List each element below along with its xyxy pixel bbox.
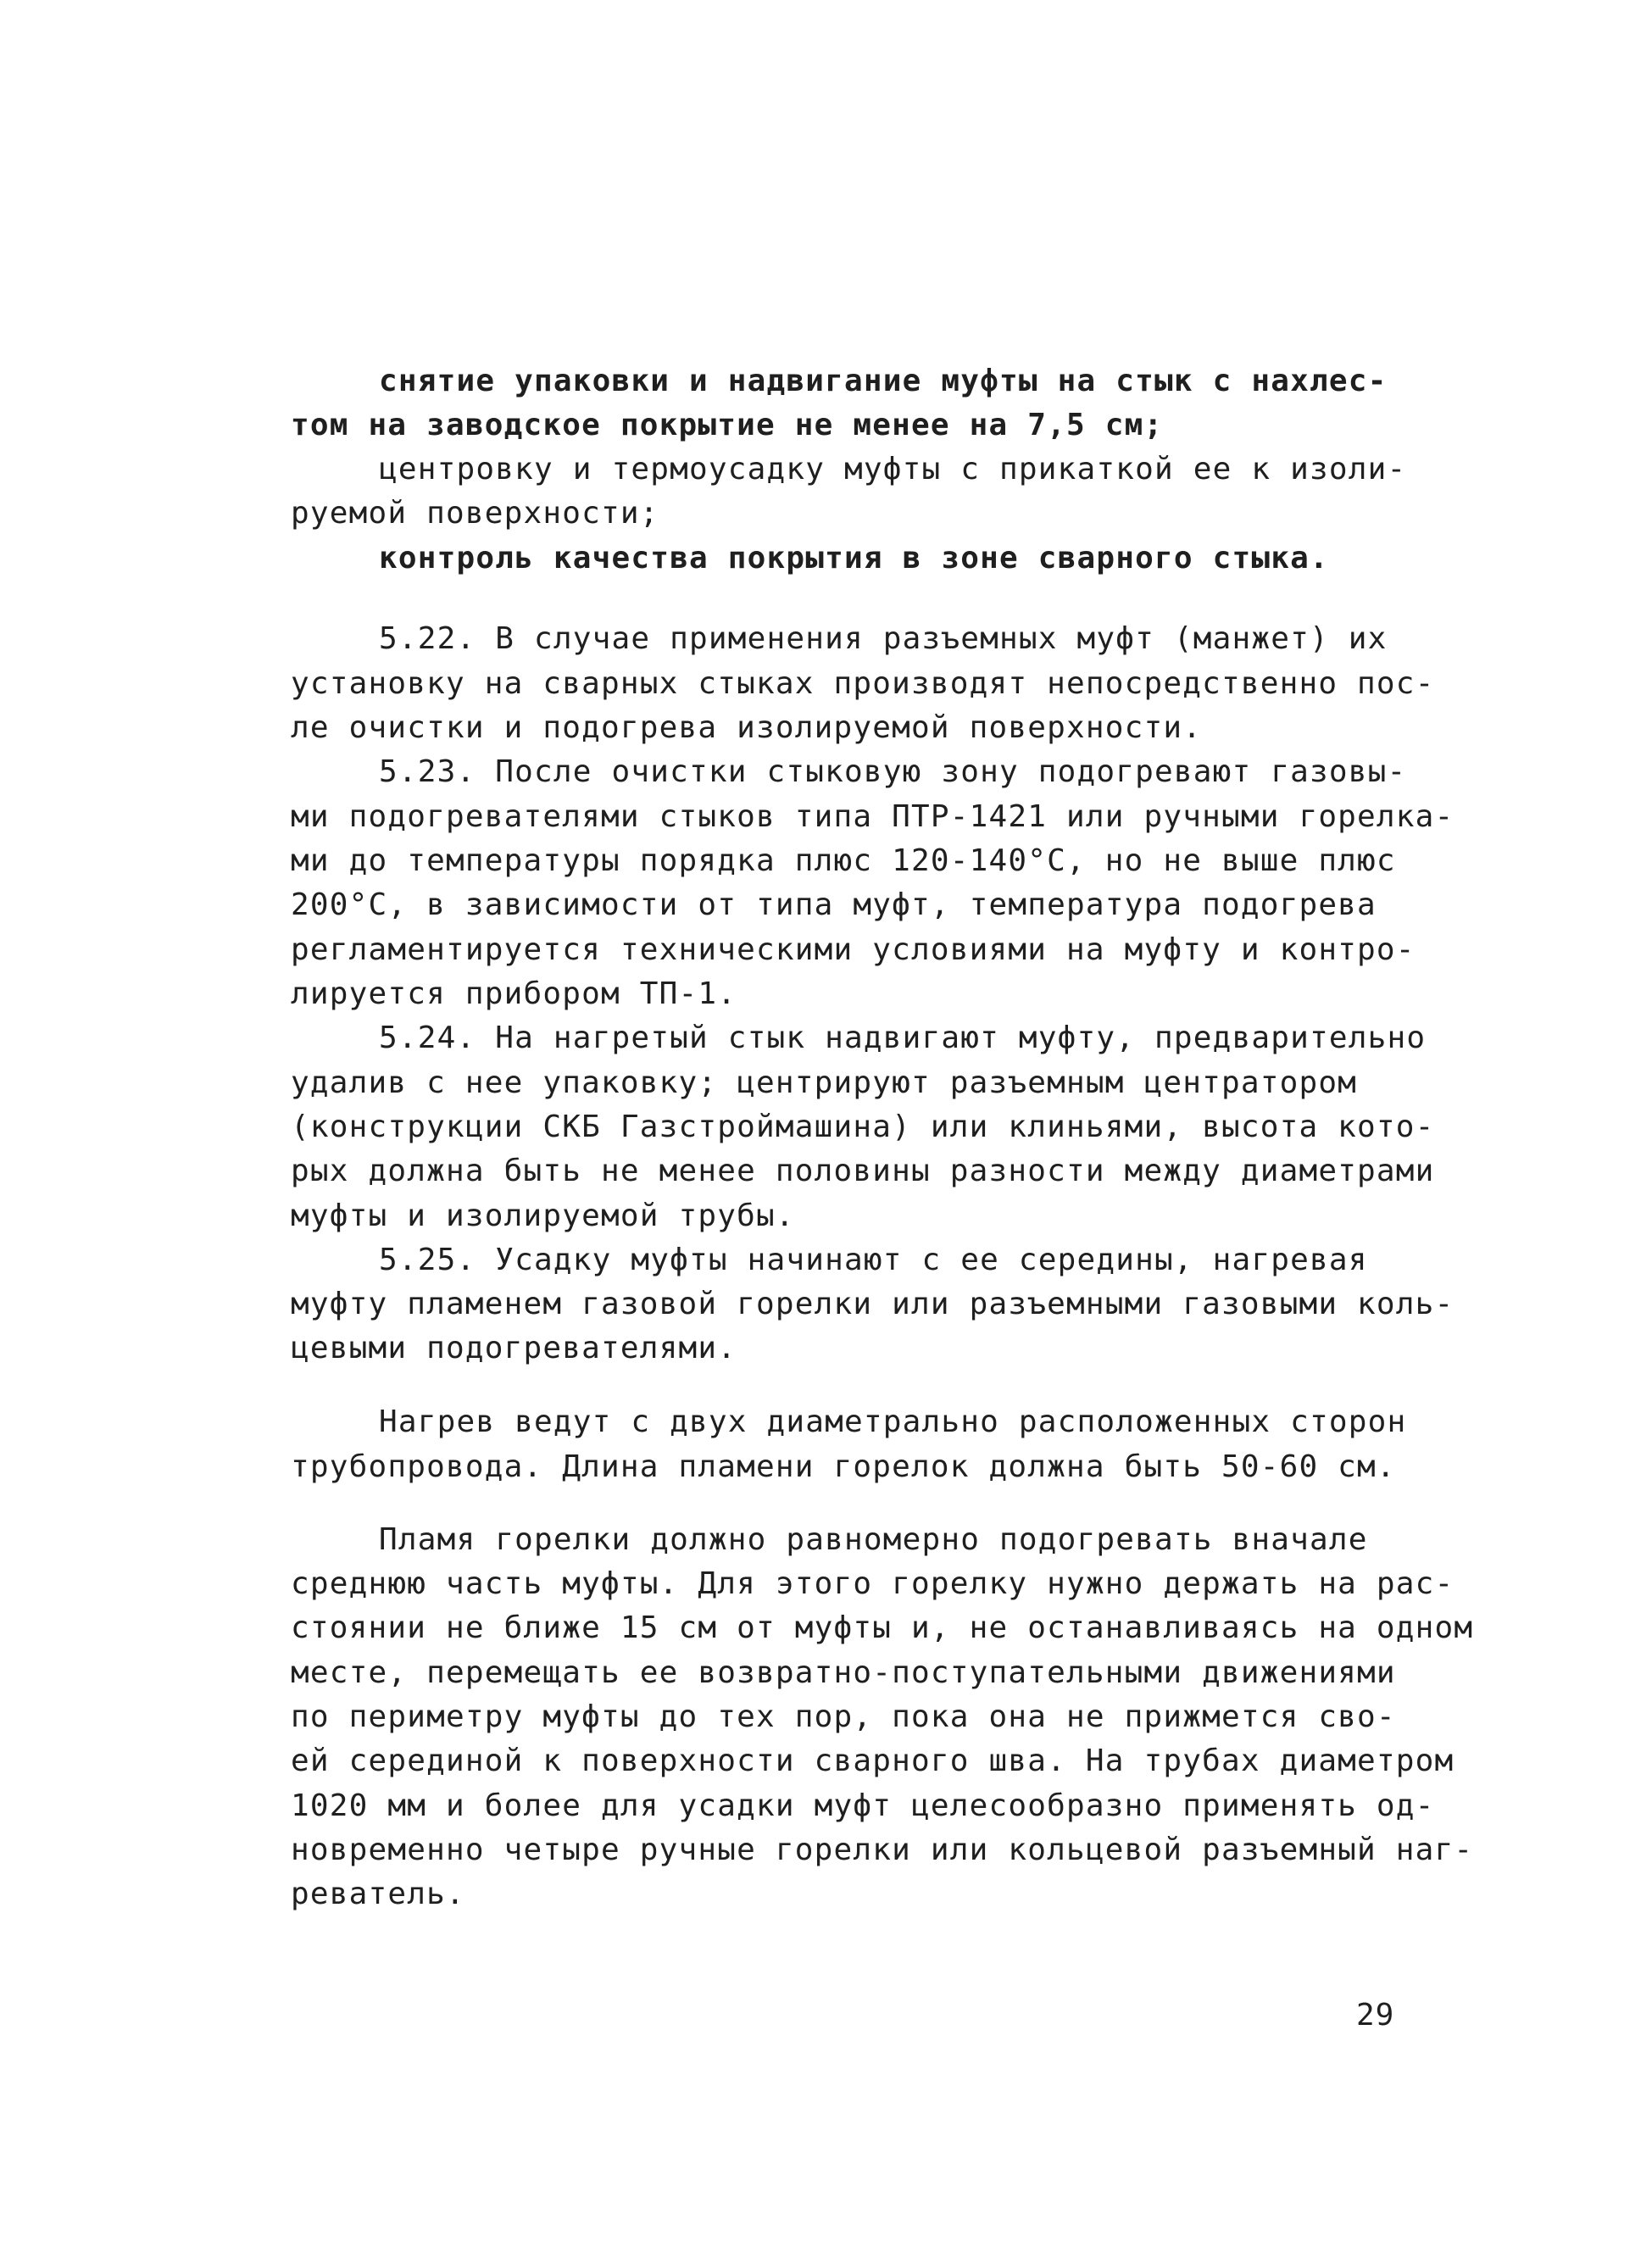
text-line: ей серединой к поверхности сварного шва. На трубах диаметром [291, 1744, 1455, 1778]
text-line: контроль качества покрытия в зоне сварного стыка. [379, 541, 1329, 576]
text-line: снятие упаковки и надвигание муфты на стык с нахлес- [379, 364, 1388, 398]
text-line: месте, перемещать ее возвратно-поступательными движениями [291, 1655, 1396, 1690]
text-line: цевыми подогревателями. [291, 1331, 737, 1365]
text-line: Пламя горелки должно равномерно подогревать вначале [379, 1522, 1368, 1557]
text-line: рых должна быть не менее половины разности между диаметрами [291, 1154, 1435, 1188]
page-number: 29 [1356, 1998, 1395, 2033]
text-line: 5.22. В случае применения разъемных муфт (манжет) их [379, 621, 1388, 656]
text-line: Нагрев ведут с двух диаметрально расположенных сторон [379, 1404, 1407, 1439]
text-line: 5.23. После очистки стыковую зону подогревают газовы- [379, 754, 1407, 789]
text-line: по периметру муфты до тех пор, пока она не прижмется сво- [291, 1699, 1396, 1734]
text-line: 200°С, в зависимости от типа муфт, температура подогрева [291, 887, 1377, 922]
text-line: новременно четыре ручные горелки или кольцевой разъемный наг- [291, 1833, 1474, 1867]
text-line: лируется прибором ТП-1. [291, 976, 737, 1011]
text-line: ле очистки и подогрева изолируемой поверхности. [291, 710, 1203, 745]
text-line: (конструкции СКБ Газстроймашина) или клиньями, высота кото- [291, 1110, 1435, 1144]
text-line: реватель. [291, 1877, 465, 1911]
text-line: регламентируется техническими условиями на муфту и контро- [291, 932, 1416, 967]
text-line: муфту пламенем газовой горелки или разъемными газовыми коль- [291, 1287, 1455, 1321]
text-line: стоянии не ближе 15 см от муфты и, не останавливаясь на одном [291, 1610, 1474, 1645]
text-line: том на заводское покрытие не менее на 7,5 см; [291, 408, 1164, 442]
text-line: 5.25. Усадку муфты начинают с ее середины, нагревая [379, 1243, 1368, 1277]
text-line: удалив с нее упаковку; центрируют разъемным центратором [291, 1065, 1358, 1100]
text-line: 1020 мм и более для усадки муфт целесообразно применять од- [291, 1788, 1435, 1823]
text-line: центровку и термоусадку муфты с прикаткой ее к изоли- [379, 452, 1407, 487]
text-line: установку на сварных стыках производят непосредственно пос- [291, 666, 1435, 701]
text-line: руемой поверхности; [291, 496, 659, 531]
text-line: ми подогревателями стыков типа ПТР-1421 или ручными горелка- [291, 799, 1455, 834]
text-line: ми до температуры порядка плюс 120-140°С, но не выше плюс [291, 843, 1396, 878]
text-line: среднюю часть муфты. Для этого горелку нужно держать на рас- [291, 1566, 1455, 1601]
text-line: 5.24. На нагретый стык надвигают муфту, предварительно [379, 1021, 1427, 1055]
text-line: муфты и изолируемой трубы. [291, 1199, 795, 1233]
text-line: трубопровода. Длина пламени горелок должна быть 50-60 см. [291, 1449, 1396, 1484]
